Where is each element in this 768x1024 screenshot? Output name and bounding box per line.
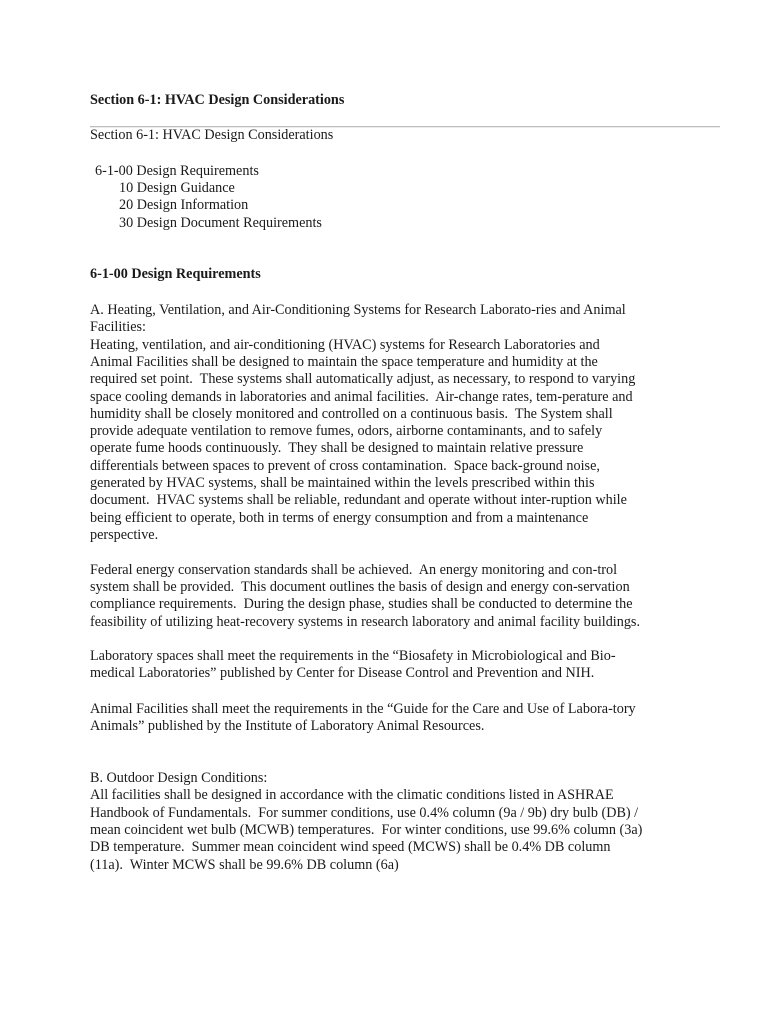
paragraph-line: operate fume hoods continuously. They shall be designed to maintain relative pressure: [90, 440, 584, 456]
section-heading: 6-1-00 Design Requirements: [90, 266, 261, 282]
paragraph-line: system shall be provided. This document outlines the basis of design and energy con-servation: [90, 579, 630, 595]
paragraph-line: provide adequate ventilation to remove fumes, odors, airborne contaminants, and to safely: [90, 423, 603, 439]
paragraph-line: required set point. These systems shall automatically adjust, as necessary, to respond to varying: [90, 371, 636, 387]
paragraph-line: being efficient to operate, both in terms of energy consumption and from a maintenance: [90, 510, 589, 526]
paragraph-line: differentials between spaces to prevent of cross contamination. Space back-ground noise,: [90, 458, 600, 474]
toc-item: 30 Design Document Requirements: [119, 215, 322, 231]
paragraph-line: medical Laboratories” published by Center for Disease Control and Prevention and NIH.: [90, 665, 595, 681]
paragraph-line: Laboratory spaces shall meet the requirements in the “Biosafety in Microbiological and Bio-: [90, 648, 616, 664]
paragraph-line: compliance requirements. During the design phase, studies shall be conducted to determine the: [90, 596, 633, 612]
paragraph-line: humidity shall be closely monitored and controlled on a continuous basis. The System shall: [90, 406, 613, 422]
section-subtitle: Section 6-1: HVAC Design Considerations: [90, 127, 334, 143]
paragraph-line: All facilities shall be designed in accordance with the climatic conditions listed in ASHRAE: [90, 787, 614, 803]
paragraph-line: Animal Facilities shall meet the requirements in the “Guide for the Care and Use of Labora-tory: [90, 701, 636, 717]
toc-item: 20 Design Information: [119, 197, 249, 213]
paragraph-line: Animals” published by the Institute of Laboratory Animal Resources.: [90, 718, 485, 734]
part-a-heading: A. Heating, Ventilation, and Air-Conditioning Systems for Research Laborato-ries and Animal: [90, 302, 626, 318]
paragraph-line: document. HVAC systems shall be reliable, redundant and operate without inter-ruption while: [90, 492, 627, 508]
paragraph-line: feasibility of utilizing heat-recovery systems in research laboratory and animal facility buildings.: [90, 614, 640, 630]
paragraph-line: generated by HVAC systems, shall be maintained within the levels prescribed within this: [90, 475, 595, 491]
paragraph-line: Handbook of Fundamentals. For summer conditions, use 0.4% column (9a / 9b) dry bulb (DB) /: [90, 805, 639, 821]
toc-item: 6-1-00 Design Requirements: [95, 163, 259, 179]
part-b-heading: B. Outdoor Design Conditions:: [90, 770, 268, 786]
paragraph-line: Federal energy conservation standards shall be achieved. An energy monitoring and con-trol: [90, 562, 618, 578]
part-a-heading-cont: Facilities:: [90, 319, 146, 335]
paragraph-line: mean coincident wet bulb (MCWB) temperatures. For winter conditions, use 99.6% column (3a): [90, 822, 643, 838]
toc-item: 10 Design Guidance: [119, 180, 235, 196]
paragraph-line: space cooling demands in laboratories and animal facilities. Air-change rates, tem-perature and: [90, 389, 633, 405]
paragraph-line: Animal Facilities shall be designed to maintain the space temperature and humidity at the: [90, 354, 598, 370]
paragraph-line: DB temperature. Summer mean coincident wind speed (MCWS) shall be 0.4% DB column: [90, 839, 611, 855]
paragraph-line: (11a). Winter MCWS shall be 99.6% DB column (6a): [90, 857, 399, 873]
paragraph-line: Heating, ventilation, and air-conditioning (HVAC) systems for Research Laboratories and: [90, 337, 600, 353]
document-title: Section 6-1: HVAC Design Considerations: [90, 92, 345, 108]
paragraph-line: perspective.: [90, 527, 159, 543]
